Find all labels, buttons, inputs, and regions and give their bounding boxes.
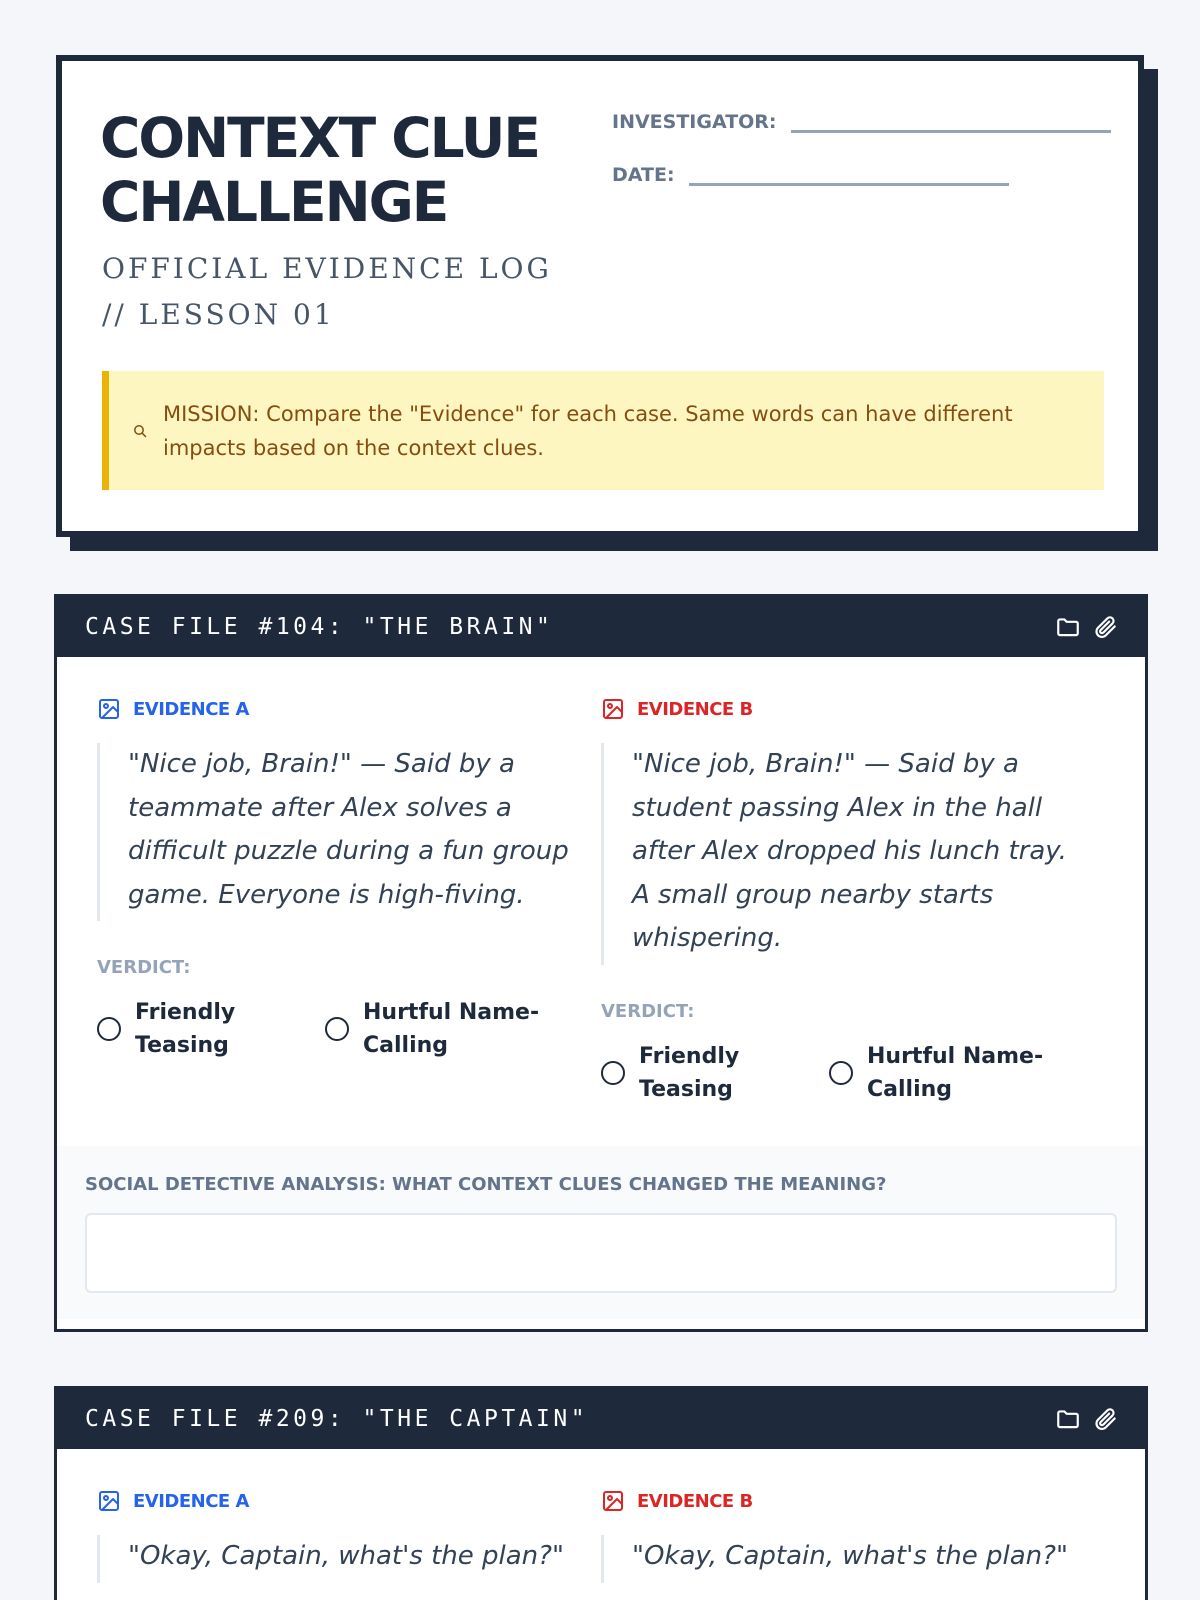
analysis-label: SOCIAL DETECTIVE ANALYSIS: WHAT CONTEXT CLUES CHANGED THE MEANING? <box>85 1173 887 1195</box>
evidence-a-quote: "Nice job, Brain!" — Said by a teammate after Alex solves a difficult puzzle during a fun group game. Everyone is high-fiving. <box>97 743 577 921</box>
case-file-card <box>54 594 1148 1332</box>
case-file-card <box>54 1386 1148 1600</box>
evidence-b-quote: "Okay, Captain, what's the plan?" <box>601 1535 1081 1583</box>
option-label: Hurtful Name-Calling <box>363 1000 540 1058</box>
image-icon <box>601 697 625 721</box>
evidence-a-label: EVIDENCE A <box>133 1490 249 1512</box>
option-label: Hurtful Name-Calling <box>867 1043 1044 1102</box>
header-card <box>56 55 1144 537</box>
mission-text: MISSION: Compare the "Evidence" for each case. Same words can have different impacts based on the context clues. <box>163 401 1013 460</box>
evidence-b <box>601 695 1105 1106</box>
case-title: CASE FILE #104: "THE BRAIN" <box>85 614 554 640</box>
image-icon <box>97 1489 121 1513</box>
radio-button[interactable] <box>325 1017 349 1041</box>
case-header <box>57 597 1145 657</box>
search-icon <box>133 424 147 438</box>
analysis-input[interactable] <box>85 1213 1117 1293</box>
verdict-options <box>97 996 601 1062</box>
evidence-b-label: EVIDENCE B <box>637 698 753 720</box>
page-title: CONTEXT CLUE CHALLENGE <box>100 106 539 234</box>
verdict-label: VERDICT: <box>97 957 191 978</box>
analysis-section <box>57 1146 1145 1319</box>
investigator-label: INVESTIGATOR: <box>612 111 777 133</box>
paperclip-icon[interactable] <box>1093 614 1119 640</box>
verdict-option-friendly[interactable] <box>601 1040 829 1106</box>
radio-button[interactable] <box>97 1017 121 1041</box>
verdict-label: VERDICT: <box>601 1000 695 1022</box>
evidence-a-quote: "Okay, Captain, what's the plan?" <box>97 1535 577 1583</box>
paperclip-icon[interactable] <box>1093 1406 1119 1432</box>
folder-icon[interactable] <box>1055 614 1081 640</box>
investigator-field <box>612 111 1111 133</box>
evidence-b-quote: "Nice job, Brain!" — Said by a student passing Alex in the hall after Alex dropped his lunch tray. A small group nearby starts whispering. <box>601 743 1081 965</box>
investigator-input[interactable] <box>791 111 1111 133</box>
date-label: DATE: <box>612 164 675 186</box>
page-subtitle: OFFICIAL EVIDENCE LOG // LESSON 01 <box>102 252 552 331</box>
option-label: Friendly Teasing <box>639 1043 740 1102</box>
verdict-options <box>601 1040 1105 1106</box>
evidence-b-label: EVIDENCE B <box>637 1490 753 1512</box>
mission-banner <box>102 371 1104 490</box>
evidence-b <box>601 1487 1105 1583</box>
evidence-a-label: EVIDENCE A <box>133 698 249 720</box>
case-header <box>57 1389 1145 1449</box>
verdict-option-hurtful[interactable] <box>829 1040 1057 1106</box>
radio-button[interactable] <box>601 1061 625 1085</box>
image-icon <box>97 697 121 721</box>
date-field <box>612 164 1009 186</box>
verdict-option-friendly[interactable] <box>97 996 325 1062</box>
radio-button[interactable] <box>829 1061 853 1085</box>
image-icon <box>601 1489 625 1513</box>
evidence-a <box>97 1487 601 1583</box>
evidence-a <box>97 695 601 1106</box>
option-label: Friendly Teasing <box>135 1000 236 1058</box>
case-title: CASE FILE #209: "THE CAPTAIN" <box>85 1406 589 1432</box>
date-input[interactable] <box>689 164 1009 186</box>
verdict-option-hurtful[interactable] <box>325 996 553 1062</box>
folder-icon[interactable] <box>1055 1406 1081 1432</box>
